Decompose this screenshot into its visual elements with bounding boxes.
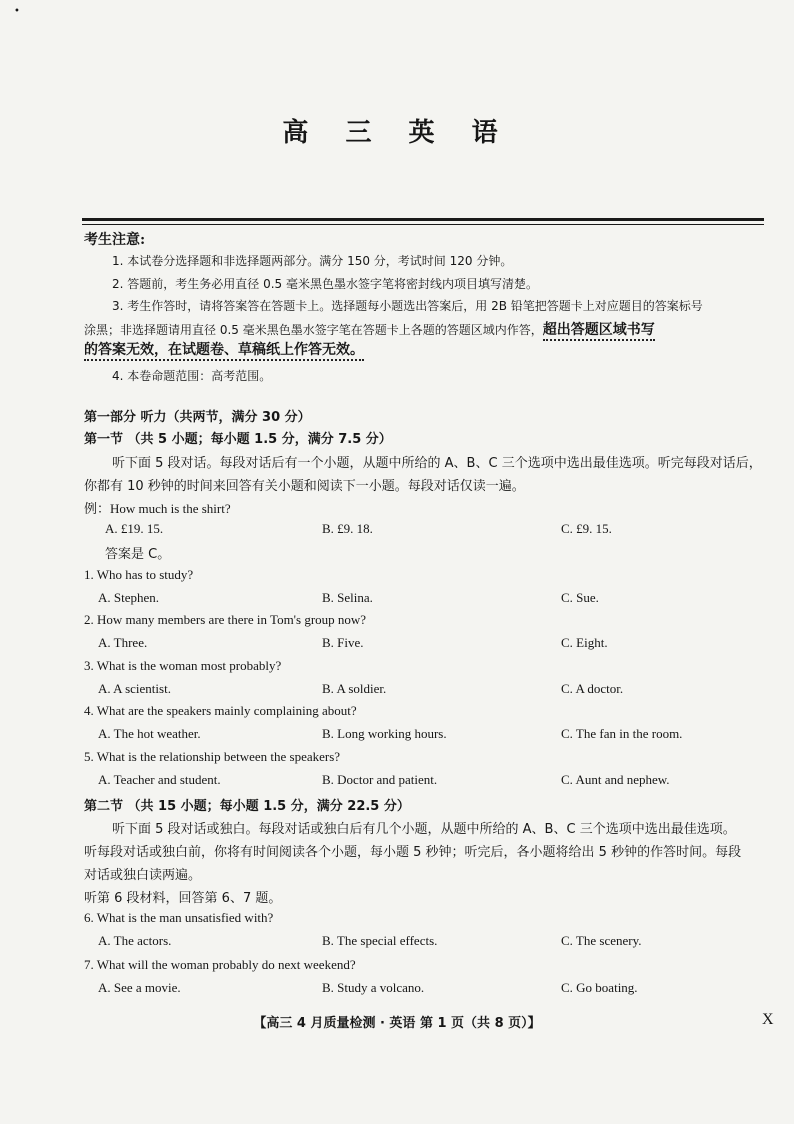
example-option-c: C. £9. 15. — [561, 521, 612, 536]
question-3-option-c: C. A doctor. — [561, 681, 624, 696]
question-2-option-a: A. Three. — [98, 635, 148, 650]
page-title: 高 三 英 语 — [282, 118, 512, 148]
section1-instruction-line-2: 你都有 10 秒钟的时间来回答有关小题和阅读下一小题。每段对话仅读一遍。 — [84, 479, 525, 494]
question-2-option-c: C. Eight. — [561, 635, 608, 650]
section2-heading: 第二节 （共 15 小题；每小题 1.5 分，满分 22.5 分） — [84, 799, 410, 814]
example-question: 例：How much is the shirt? — [84, 501, 231, 516]
question-4-option-a: A. The hot weather. — [98, 726, 201, 741]
part1-heading: 第一部分 听力（共两节，满分 30 分） — [84, 410, 311, 425]
question-7: 7. What will the woman probably do next weekend? — [84, 957, 356, 972]
example-answer: 答案是 C。 — [105, 547, 171, 562]
question-5-option-c: C. Aunt and nephew. — [561, 772, 670, 787]
question-5-option-b: B. Doctor and patient. — [322, 772, 438, 787]
section2-instruction-line-2: 听每段对话或独白前，你将有时间阅读各个小题，每小题 5 秒钟；听完后，各小题将给出 5 秒钟的作答时间。每段 — [84, 845, 742, 860]
question-4-option-b: B. Long working hours. — [322, 726, 447, 741]
question-7-option-a: A. See a movie. — [98, 980, 181, 995]
question-7-option-c: C. Go boating. — [561, 980, 638, 995]
notice-item-2: 2. 答题前，考生务必用直径 0.5 毫米黑色墨水签字笔将密封线内项目填写清楚。 — [112, 277, 538, 291]
section2-instruction-line-1: 听下面 5 段对话或独白。每段对话或独白后有几个小题，从题中所给的 A、B、C 三个选项中选出最佳选项。 — [112, 822, 736, 837]
example-option-b: B. £9. 18. — [322, 521, 373, 536]
section1-heading: 第一节 （共 5 小题；每小题 1.5 分，满分 7.5 分） — [84, 432, 392, 447]
notice-item-3: 3. 考生作答时，请将答案答在答题卡上。选择题每小题选出答案后，用 2B 铅笔把答题卡上对应题目的答案标号 — [112, 299, 703, 313]
question-4-option-c: C. The fan in the room. — [561, 726, 683, 741]
notice-heading: 考生注意: — [84, 232, 146, 248]
question-1-option-a: A. Stephen. — [98, 590, 160, 605]
header-rule-thick — [82, 218, 764, 221]
question-1-option-c: C. Sue. — [561, 590, 599, 605]
question-6: 6. What is the man unsatisfied with? — [84, 910, 274, 925]
notice-item-3-line-2-text: 涂黑；非选择题请用直径 0.5 毫米黑色墨水签字笔在答题卡上各题的答题区域内作答， — [84, 323, 543, 337]
question-2: 2. How many members are there in Tom's group now? — [84, 612, 367, 627]
notice-item-4: 4. 本卷命题范围：高考范围。 — [112, 369, 272, 383]
question-6-option-b: B. The special effects. — [322, 933, 438, 948]
question-3-option-a: A. A scientist. — [98, 681, 171, 696]
page-footer: 【高三 4 月质量检测 · 英语 第 1 页（共 8 页）】 — [253, 1016, 541, 1031]
question-2-option-b: B. Five. — [322, 635, 364, 650]
question-6-option-a: A. The actors. — [98, 933, 172, 948]
question-4: 4. What are the speakers mainly complaining about? — [84, 703, 357, 718]
notice-item-3-line-3 — [84, 339, 364, 359]
notice-item-3-line-2 — [84, 319, 655, 339]
section2-instruction-line-3: 对话或独白读两遍。 — [84, 868, 202, 883]
example-option-a: A. £19. 15. — [105, 521, 164, 536]
notice-item-1: 1. 本试卷分选择题和非选择题两部分。满分 150 分，考试时间 120 分钟。 — [112, 254, 513, 268]
question-3: 3. What is the woman most probably? — [84, 658, 282, 673]
question-6-option-c: C. The scenery. — [561, 933, 642, 948]
question-5-option-a: A. Teacher and student. — [98, 772, 221, 787]
question-1-option-b: B. Selina. — [322, 590, 373, 605]
question-1: 1. Who has to study? — [84, 567, 194, 582]
section1-instruction-line-1: 听下面 5 段对话。每段对话后有一个小题，从题中所给的 A、B、C 三个选项中选出最佳选项。听完每段对话后， — [112, 456, 762, 471]
notice-emphasis-1: 超出答题区域书写 — [543, 322, 655, 341]
notice-emphasis-2: 的答案无效，在试题卷、草稿纸上作答无效。 — [84, 342, 364, 361]
question-5: 5. What is the relationship between the speakers? — [84, 749, 341, 764]
page-mark: X — [762, 1011, 774, 1028]
question-7-option-b: B. Study a volcano. — [322, 980, 425, 995]
corner-mark: • — [14, 6, 20, 17]
header-rule-thin — [82, 224, 764, 225]
question-3-option-b: B. A soldier. — [322, 681, 387, 696]
section2-material-6: 听第 6 段材料，回答第 6、7 题。 — [84, 891, 282, 906]
